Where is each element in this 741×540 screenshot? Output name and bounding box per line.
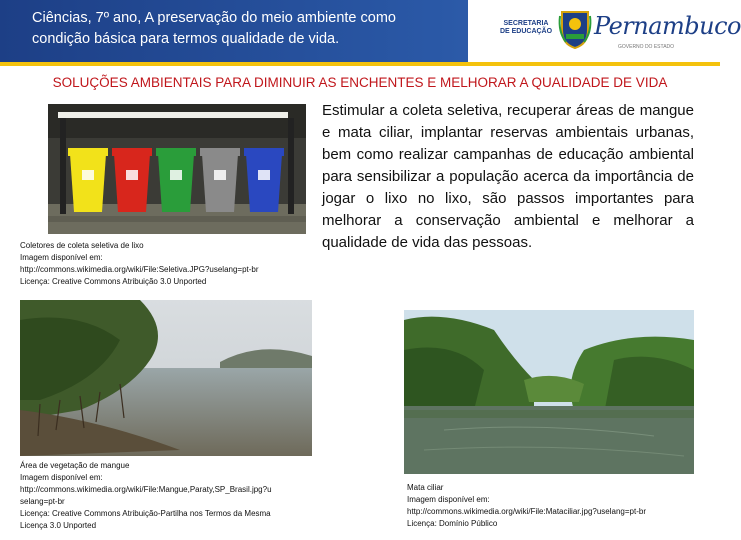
mangrove-caption [20,460,272,532]
caption-line: Imagem disponível em: [407,495,490,504]
riparian-forest-caption [407,482,646,530]
accent-strip [0,62,720,66]
riparian-forest-photo [404,310,694,474]
recycling-bin-sticker [214,170,226,180]
mangrove-photo [20,300,312,456]
slide-title-line1: Ciências, 7º ano, A preservação do meio ambiente como [32,10,396,26]
body-paragraph: Estimular a coleta seletiva, recuperar áreas de mangue e mata ciliar, implantar reservas ambientais urbanas, bem como realizar campanhas de educação ambiental para sensibilizar a população acerca da importância de jogar o lixo no lixo, são passos importantes para melhorar a conservação ambiental e melhorar a qualidade de vida das pessoas. [322,102,694,251]
caption-line: Imagem disponível em: [20,253,103,262]
caption-line: Licença: Domínio Público [407,519,498,528]
logo-panel [468,0,741,62]
secretaria-logo-text [496,20,564,36]
secretaria-line1: SECRETARIA [503,20,549,27]
caption-link[interactable]: http://commons.wikimedia.org/wiki/File:Mangue,Paraty,SP_Brasil.jpg?u [20,485,272,494]
recycling-bin-sticker [82,170,94,180]
recycling-bin [114,154,150,212]
recycling-bin-lid [156,148,196,156]
caption-line: Área de vegetação de mangue [20,461,130,470]
recycling-bin [70,154,106,212]
recycling-bin-lid [112,148,152,156]
caption-line: Licença 3.0 Unported [20,521,97,530]
header-bar [0,0,741,62]
caption-line: Imagem disponível em: [20,473,103,482]
caption-link[interactable]: http://commons.wikimedia.org/wiki/File:Mataciliar.jpg?uselang=pt-br [407,507,646,516]
government-tagline: GOVERNO DO ESTADO [618,44,675,50]
recycling-bin-sticker [170,170,182,180]
caption-line: Licença: Creative Commons Atribuição-Partilha nos Termos da Mesma [20,509,271,518]
recycling-bin-lid [244,148,284,156]
coat-of-arms-icon [558,8,592,50]
recycling-bin [158,154,194,212]
recycling-bins-photo [48,104,306,234]
secretaria-line2: DE EDUCAÇÃO [499,28,553,35]
caption-line: Mata ciliar [407,483,444,492]
pernambuco-wordmark: Pernambuco [594,12,741,40]
slide-title-line2: condição básica para termos qualidade de vida. [32,31,340,47]
recycling-bin [202,154,238,212]
slide-title [32,8,452,50]
caption-line: Licença: Creative Commons Atribuição 3.0 Unported [20,277,207,286]
section-title: SOLUÇÕES AMBIENTAIS PARA DIMINUIR AS ENCHENTES E MELHORAR A QUALIDADE DE VIDA [52,75,668,90]
caption-line: Coletores de coleta seletiva de lixo [20,241,144,250]
recycling-bin-sticker [126,170,138,180]
recycling-bin-lid [200,148,240,156]
caption-line: selang=pt-br [20,497,65,506]
caption-link[interactable]: http://commons.wikimedia.org/wiki/File:Seletiva.JPG?uselang=pt-br [20,265,259,274]
recycling-bin-lid [68,148,108,156]
recycling-bins-caption [20,240,259,288]
recycling-bin-sticker [258,170,270,180]
recycling-bin [246,154,282,212]
